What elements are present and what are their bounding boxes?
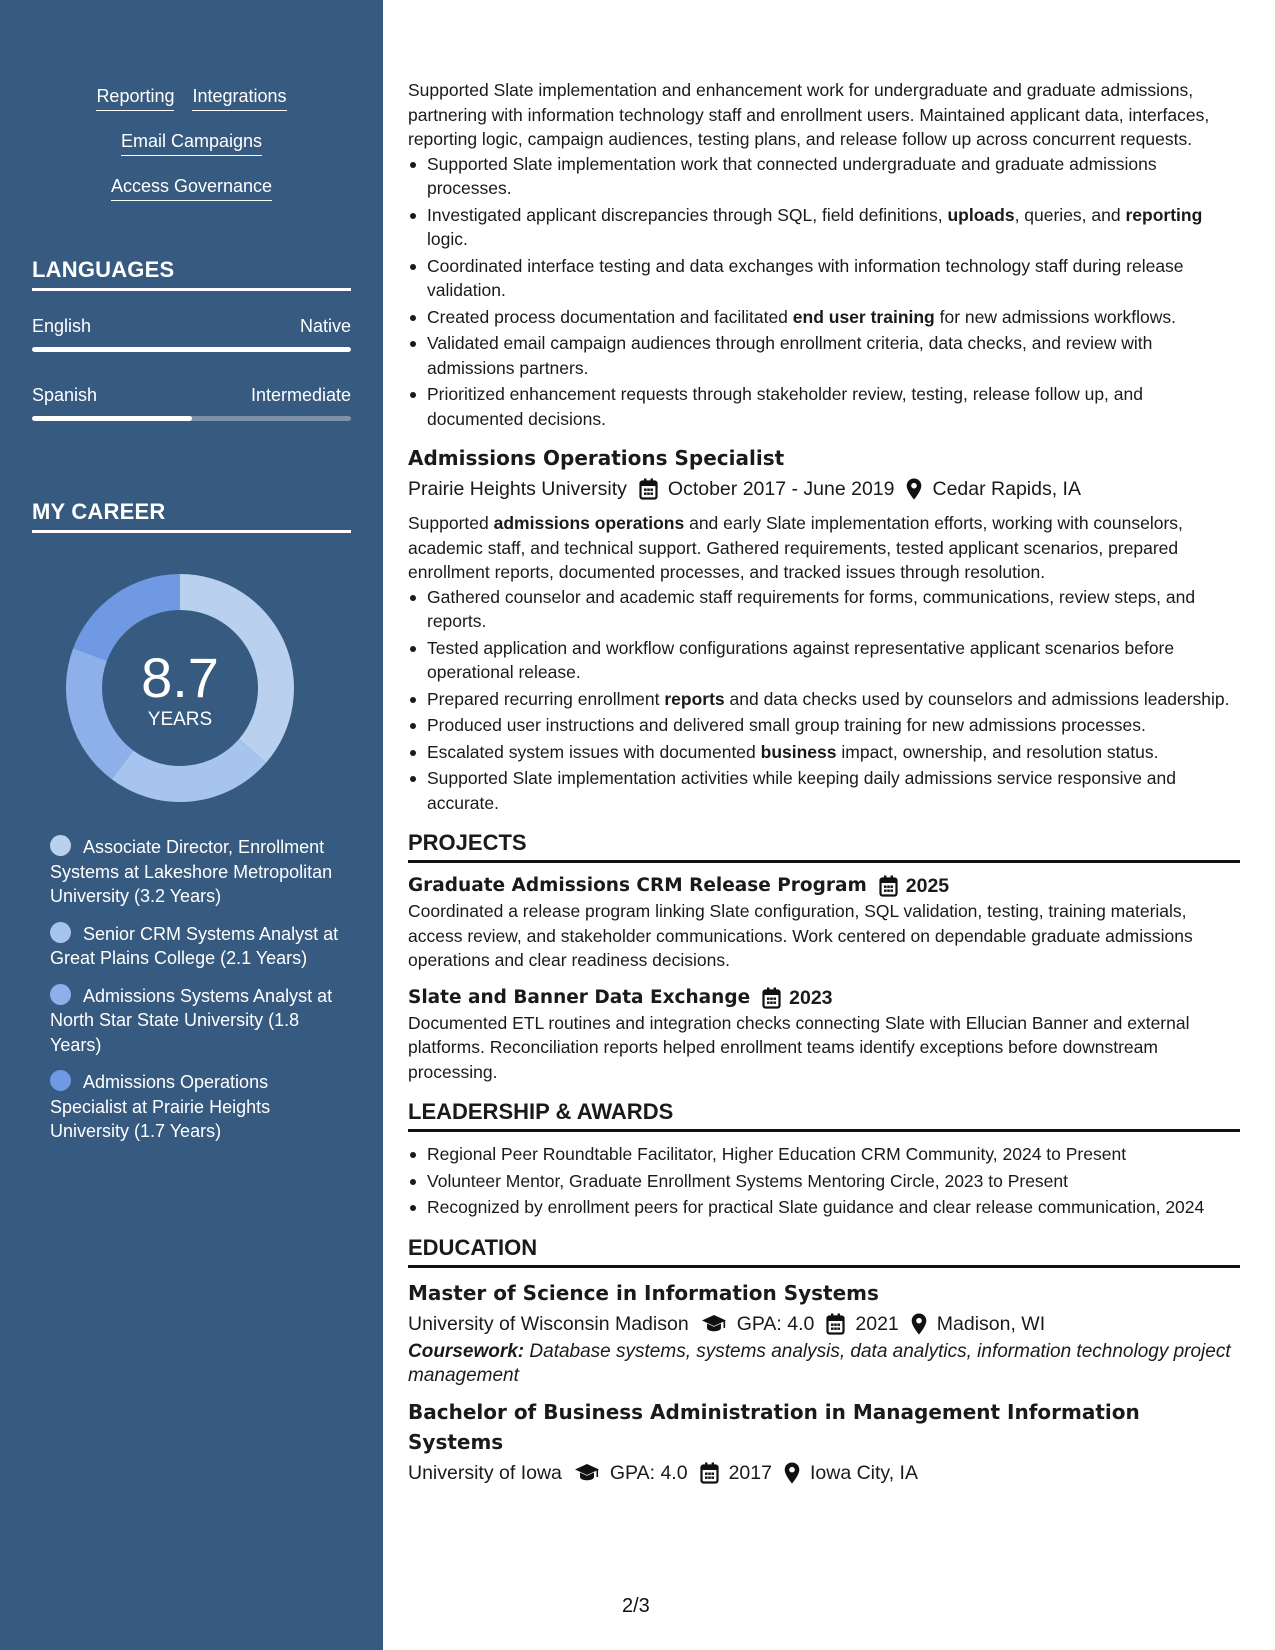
skills-list (32, 84, 351, 219)
coursework-label: Coursework: (408, 1340, 525, 1362)
project-title: Slate and Banner Data Exchange (408, 986, 751, 1008)
gpa: GPA: 4.0 (736, 1312, 815, 1335)
career-legend-text: Associate Director, Enrollment Systems at Lakeshore Metropolitan University (3.2 Years) (50, 837, 333, 906)
school-location: Iowa City, IA (809, 1461, 918, 1484)
languages-heading: LANGUAGES (32, 256, 351, 291)
bullet-item: Prepared recurring enrollment reports and data checks used by counselors and admissions leadership. (408, 687, 1240, 712)
skills-row (32, 84, 351, 129)
degree-title: Master of Science in Information Systems (408, 1280, 879, 1305)
career-donut-segment (66, 648, 133, 779)
graduation-year: 2017 (728, 1461, 772, 1484)
bullet-item: Investigated applicant discrepancies through SQL, field definitions, uploads, queries, and reporting logic. (408, 203, 1240, 252)
project-description: Coordinated a release program linking Slate configuration, SQL validation, testing, training materials, access review, and stakeholder communications. Work centered on dependable graduate admissions operations and clear readiness decisions. (408, 901, 1193, 970)
bullet-item: Produced user instructions and delivered small group training for new admissions processes. (408, 713, 1240, 738)
education-item (408, 1278, 1240, 1389)
education-meta (408, 1459, 1240, 1487)
skills-row (32, 174, 351, 219)
job-bullets (408, 585, 1240, 816)
career-total-years: 8.7 (141, 646, 219, 709)
leadership-item: Regional Peer Roundtable Facilitator, Higher Education CRM Community, 2024 to Present (408, 1142, 1240, 1167)
calendar-icon (700, 1462, 719, 1484)
intro-summary: Supported Slate implementation and enhancement work for undergraduate and graduate admissions, partnering with information technology staff and enrollment users. Maintained applicant data, interfaces, reporting logic, campaign audiences, testing plans, and release follow up across concurrent requests. (408, 80, 1210, 149)
page-number: 2/3 (622, 1595, 650, 1617)
education-meta (408, 1310, 1240, 1338)
language-proficiency-bar (32, 416, 351, 421)
career-legend-text: Senior CRM Systems Analyst at Great Plains College (2.1 Years) (50, 923, 339, 968)
main-content (408, 78, 1240, 1495)
graduation-cap-icon (701, 1313, 727, 1333)
job-summary: Supported admissions operations and early Slate implementation efforts, working with counselors, academic staff, and technical support. Gathered requirements, tested applicant scenarios, prepared enrollment reports, documented processes, and tracked issues through resolution. (408, 513, 1183, 582)
career-legend-item (50, 835, 340, 909)
language-name: Spanish (32, 385, 98, 405)
project-title-row (408, 873, 1240, 899)
career-heading: MY CAREER (32, 498, 351, 533)
language-name: English (32, 316, 92, 336)
graduation-cap-icon (574, 1462, 600, 1482)
legend-dot (50, 1070, 71, 1091)
sidebar (0, 0, 383, 1650)
language-level: Native (299, 316, 351, 336)
employer-name: Prairie Heights University (408, 478, 627, 500)
career-legend (50, 835, 340, 1157)
legend-dot (50, 835, 71, 856)
bullet-item: Supported Slate implementation activities while keeping daily admissions service responsive and accurate. (408, 766, 1240, 815)
language-proficiency-fill (32, 416, 192, 421)
project-year: 2023 (789, 986, 833, 1009)
skill-tag[interactable]: Reporting (96, 84, 174, 111)
career-total-unit: YEARS (147, 709, 213, 730)
project-title-row (408, 985, 1240, 1011)
career-donut-chart (65, 573, 295, 803)
bullet-item: Coordinated interface testing and data exchanges with information technology staff during release validation. (408, 254, 1240, 303)
calendar-icon (762, 987, 781, 1009)
map-pin-icon (906, 478, 922, 500)
bullet-item: Created process documentation and facilitated end user training for new admissions workflows. (408, 305, 1240, 330)
legend-dot (50, 984, 71, 1005)
career-legend-text: Admissions Systems Analyst at North Star State University (1.8 Years) (50, 985, 333, 1055)
job-dates: October 2017 - June 2019 (667, 478, 895, 500)
education-heading: EDUCATION (408, 1234, 1240, 1268)
coursework (408, 1340, 1240, 1389)
job-title: Admissions Operations Specialist (408, 446, 785, 470)
language-item (32, 314, 351, 352)
project-title: Graduate Admissions CRM Release Program (408, 875, 867, 896)
leadership-item: Recognized by enrollment peers for practical Slate guidance and clear release communication, 2024 (408, 1195, 1240, 1220)
school-name: University of Iowa (408, 1461, 562, 1484)
leadership-heading: LEADERSHIP & AWARDS (408, 1098, 1240, 1132)
map-pin-icon (784, 1462, 800, 1484)
skill-tag[interactable]: Integrations (192, 84, 286, 111)
project-item (408, 873, 1240, 973)
calendar-icon (826, 1313, 845, 1335)
language-item (32, 383, 351, 421)
intro-bullets (408, 152, 1240, 432)
school-location: Madison, WI (936, 1312, 1046, 1335)
leadership-bullets (408, 1142, 1240, 1220)
bullet-item: Gathered counselor and academic staff requirements for forms, communications, review steps, and reports. (408, 585, 1240, 634)
job-meta (408, 475, 1240, 503)
bullet-item: Prioritized enhancement requests through stakeholder review, testing, release follow up, and documented decisions. (408, 382, 1240, 431)
language-proficiency-bar (32, 347, 351, 352)
calendar-icon (639, 478, 658, 500)
graduation-year: 2021 (855, 1312, 899, 1335)
bullet-item: Tested application and workflow configurations against representative applicant scenarios before operational release. (408, 636, 1240, 685)
skills-row (32, 129, 351, 174)
projects-heading: PROJECTS (408, 829, 1240, 863)
school-name: University of Wisconsin Madison (408, 1312, 689, 1335)
degree-title: Bachelor of Business Administration in Management Information Systems (408, 1399, 1140, 1454)
bullet-item: Validated email campaign audiences through enrollment criteria, data checks, and review with admissions partners. (408, 331, 1240, 380)
education-item (408, 1397, 1240, 1487)
career-legend-item (50, 922, 340, 971)
project-year: 2025 (905, 875, 950, 897)
project-item (408, 985, 1240, 1085)
project-description: Documented ETL routines and integration checks connecting Slate with Ellucian Banner and external platforms. Reconciliation reports helped enrollment teams identify exceptions before downstream processing. (408, 1012, 1190, 1082)
calendar-icon (879, 875, 898, 897)
leadership-item: Volunteer Mentor, Graduate Enrollment Systems Mentoring Circle, 2023 to Present (408, 1169, 1240, 1194)
language-level: Intermediate (250, 385, 351, 405)
map-pin-icon (911, 1313, 927, 1335)
coursework-text: Database systems, systems analysis, data analytics, information technology project management (408, 1340, 1231, 1386)
language-proficiency-fill (32, 347, 351, 352)
career-legend-item (50, 984, 340, 1058)
career-legend-text: Admissions Operations Specialist at Prairie Heights University (1.7 Years) (50, 1072, 271, 1141)
legend-dot (50, 922, 71, 943)
bullet-item: Supported Slate implementation work that connected undergraduate and graduate admissions processes. (408, 152, 1240, 201)
job-location: Cedar Rapids, IA (932, 478, 1081, 500)
gpa: GPA: 4.0 (609, 1461, 688, 1484)
skill-tag[interactable]: Email Campaigns (121, 129, 262, 156)
career-legend-item (50, 1070, 340, 1144)
skill-tag[interactable]: Access Governance (111, 174, 272, 201)
bullet-item: Escalated system issues with documented business impact, ownership, and resolution status. (408, 740, 1240, 765)
career-donut-segment (112, 739, 266, 802)
